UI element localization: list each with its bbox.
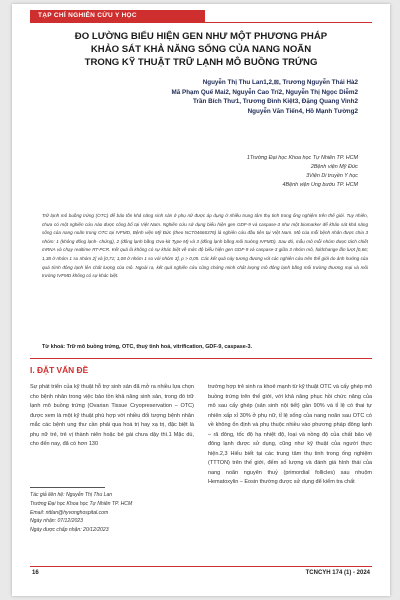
affiliation: 3Viện Di truyền Y học xyxy=(306,173,358,179)
title-line: TRONG KỸ THUẬT TRỮ LẠNH MÔ BUỒNG TRỨNG xyxy=(84,57,318,68)
footer-rule xyxy=(30,566,372,567)
header-rule xyxy=(30,22,372,23)
footnote-rule xyxy=(30,487,105,488)
keywords: Từ khoá: Trữ mô buồng trứng, OTC, thuỷ tinh hoá, vitrification, GDF-9, caspase-3. xyxy=(42,344,252,350)
correspondence-footnote xyxy=(30,491,194,535)
author-line: Nguyễn Thị Thu Lan1,2,⊠, Trương Nguyễn Thái Hà2 xyxy=(202,79,358,86)
affiliation-list xyxy=(247,154,358,190)
affiliation: 4Bệnh viện Ung bướu TP. HCM xyxy=(282,182,358,188)
article-title xyxy=(30,30,372,69)
issue-label: TCNCYH 174 (1) - 2024 xyxy=(305,570,370,576)
title-line: ĐO LƯỜNG BIỂU HIỆN GEN NHƯ MỘT PHƯƠNG PHÁP xyxy=(74,31,328,42)
footnote-line: Ngày được chấp nhận: 20/12/2023 xyxy=(30,527,109,534)
abstract-text: Trữ lạnh mô buồng trứng (OTC) để bảo tồn khả năng sinh sản ở phụ nữ được áp dụng ở nhiều trung tâm thụ tinh trong ống nghiệm trên thế giới. Tuy nhiên, chưa có một nghiên cứu nào được công bố tại Việt Nam. Nghiên cứu sử dụng biểu hiện gen GDF-9 và caspase-3 như một biomarker để khảo sát khả năng sống của nang noãn trong OTC tại IVFMD, Bệnh viện Mỹ Đức (theo NCT04666376) là nghiên cứu đầu tiên tại Việt Nam. Mô của mỗi bệnh nhân được chia 3 nhóm: 1 (không đông lạnh- chứng), 2 (đông lạnh bằng Ova-kit Type M) và 3 (đông lạnh bằng môi trường IVFMD). Sau đó, mẫu mô mỗi nhóm được tách chiết mRNA và chạy realtime RT-PCR. Kết quả là không có sự khác biệt về mức độ biểu hiện gen GDF-9 và caspase-3 giữa 3 nhóm mô, foldchange lần lượt [0,66; 1,38 ở nhóm 1 so nhóm 2] và [0,71; 1,08 ở nhóm 1 so với nhóm 3], p > 0,05. Các kết quả này tương đương với các nghiên cứu trên thế giới do ảnh hưởng của quá trình đông lạnh lên chất lượng của mô. Ngoài ra, kết quả nghiên cứu cũng chứng minh chất lượng mô đông lạnh bằng môi trường thương mại và môi trường IVFMD không có sự khác biệt. xyxy=(42,213,368,279)
affiliation: 1Trường Đại học Khoa học Tự Nhiên TP. HCM xyxy=(246,155,358,161)
footnote-line: Ngày nhận: 07/12/2023 xyxy=(30,518,83,525)
author-line: Mã Phạm Quế Mai2, Nguyễn Cao Trí2, Nguyễn Thị Ngọc Diễm2 xyxy=(171,88,358,96)
section-rule xyxy=(30,358,372,359)
body-column-left: Sự phát triển của kỹ thuật hỗ trợ sinh sản đã mở ra nhiều lựa chọn cho bệnh nhân trong việc bảo tồn khả năng sinh sản, trong đó trữ lạnh mô buồng trứng (Ovarian Tissue Cryopreservation – OTC) được xem là một kỹ thuật phù hợp với nhiều đối tượng bệnh nhân mắc các bệnh ung thư cần phải qua hoá trị hay xạ trị, đặc biệt là phụ nữ trẻ, trẻ vị thành niên hoặc bé gái chưa dậy thì.1 Mặc dù, cho đến nay, đã có hơn 130 xyxy=(30,384,194,447)
footnote-line: Email: nttlan@hyvonghospital.com xyxy=(30,509,109,516)
journal-header: TẠP CHÍ NGHIÊN CỨU Y HỌC xyxy=(30,10,205,22)
page-number: 16 xyxy=(32,570,39,576)
footnote-line: Tác giả liên hệ: Nguyễn Thị Thu Lan xyxy=(30,492,113,498)
section-heading: I. ĐẶT VẤN ĐỀ xyxy=(30,365,89,375)
author-list xyxy=(172,78,359,116)
author-line: Nguyễn Văn Tiến4, Hồ Mạnh Tường2 xyxy=(247,107,358,115)
title-line: KHẢO SÁT KHẢ NĂNG SỐNG CỦA NANG NOÃN xyxy=(90,44,312,55)
footnote-line: Trường Đại học Khoa học Tự Nhiên TP. HCM xyxy=(30,500,133,507)
author-line: Trần Bích Thư1, Trương Đình Kiệt3, Đặng Quang Vinh2 xyxy=(193,98,358,106)
affiliation: 2Bệnh viện Mỹ Đức xyxy=(310,164,358,170)
journal-page xyxy=(12,4,390,596)
body-column-right: trường hợp trẻ sinh ra khoẻ mạnh từ kỹ thuật OTC và cấy ghép mô buồng trứng trên thế giới, với khả năng phục hồi chức năng của mô sau cấy ghép (sản sinh nội tiết) gần 90% và tỉ lệ có thai tự nhiên xấp xỉ 30% ở phụ nữ, tỉ lệ sống của nang noãn sau OTC có về không ổn định và phụ thuộc nhiều vào phương pháp đông lạnh – rã đông, tốc độ hạ nhiệt độ, loại và nồng độ của chất bảo vệ đông lạnh được sử dụng, cũng như kỹ thuật của người thực hiện.2,3 Hiểu biết tại các trung tâm thụ tinh trong ống nghiệm (TTTON) trên thế giới, đếm số lượng và đánh giá hình thái của nang noãn nguyên thuỷ (primordial follicles) sau nhuộm Hematoxylin – Eosin thường được sử dụng để kiểm tra chất xyxy=(208,384,372,485)
